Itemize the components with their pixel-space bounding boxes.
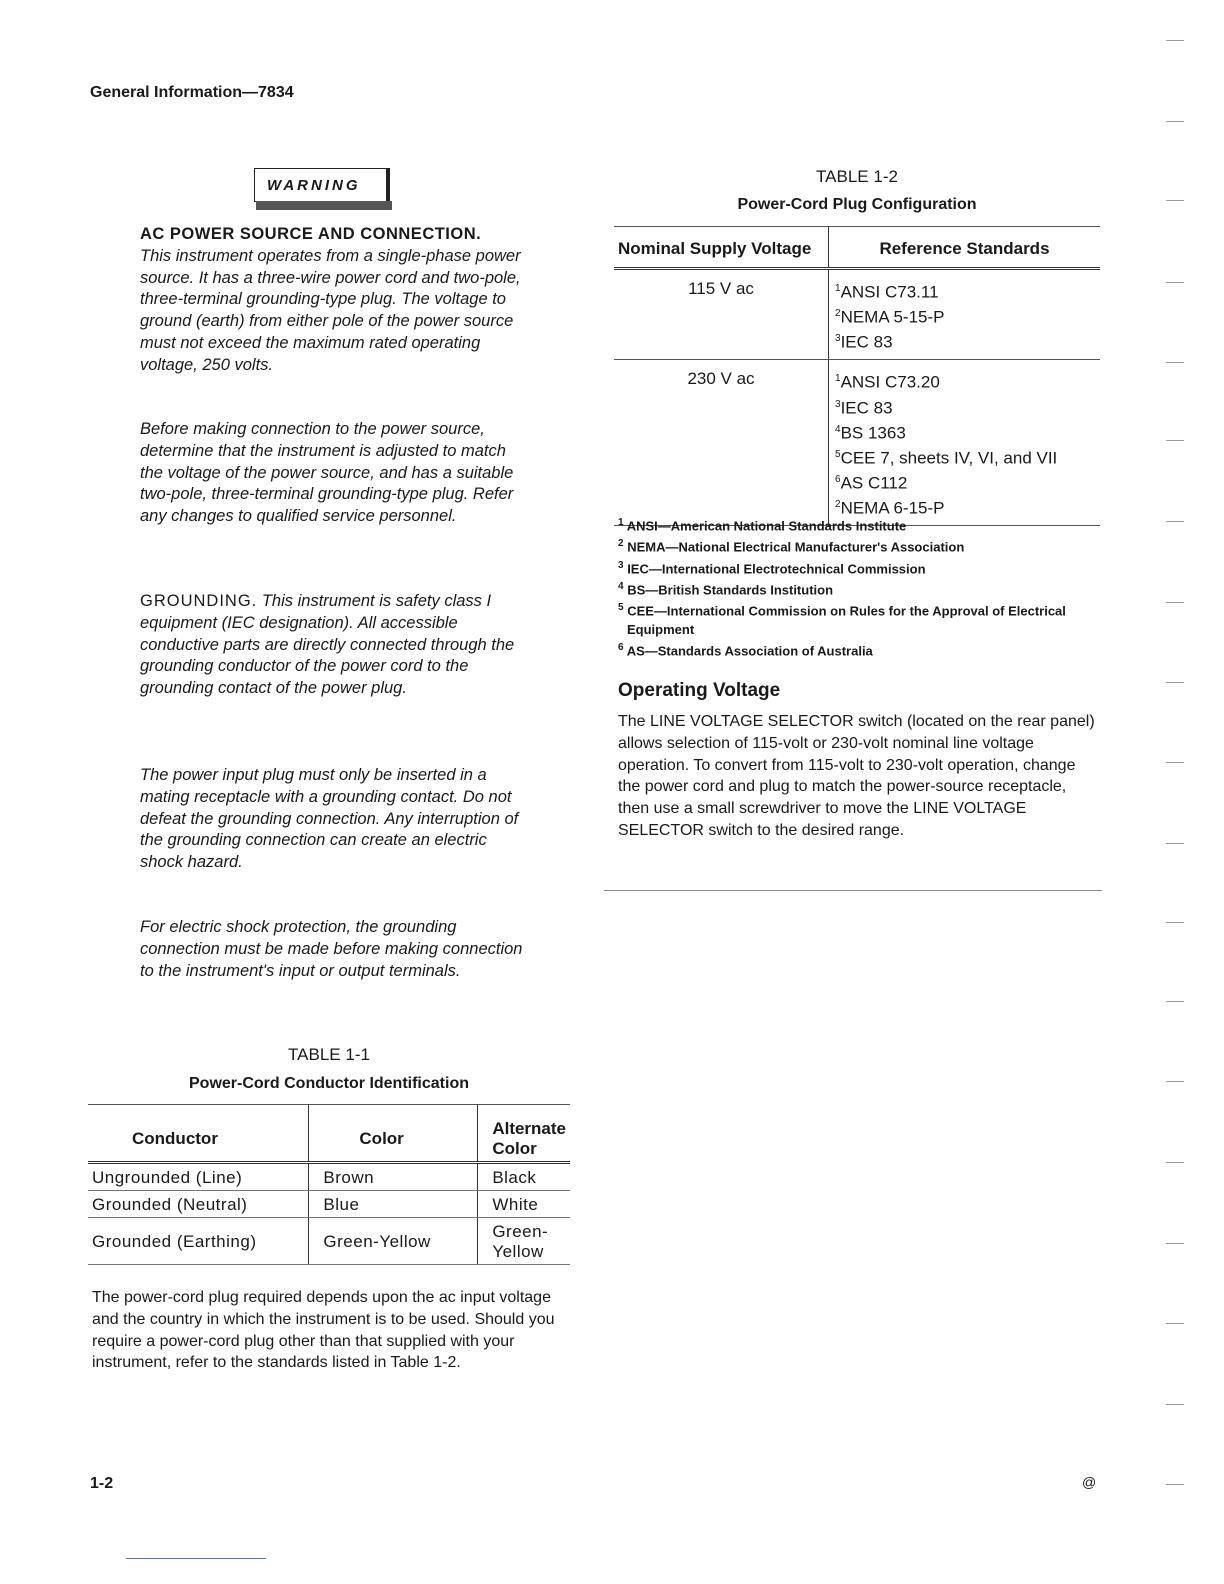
- table2-standards-cell: [829, 269, 1101, 360]
- margin-mark: [1166, 682, 1184, 683]
- warning-paragraph-shock-protection: For electric shock protection, the grounding connection must be made before making connection to the instrument's input or output terminals.: [140, 918, 523, 980]
- standard-item: [835, 368, 1094, 393]
- standard-footnote-ref: 2: [835, 499, 841, 511]
- table2-voltage-cell: 230 V ac: [614, 360, 829, 526]
- footnote: [618, 557, 1088, 578]
- standard-item: [835, 469, 1094, 494]
- footnote-text: NEMA—National Electrical Manufacturer's Association: [627, 539, 965, 555]
- footnote-text: ANSI—American National Standards Institute: [626, 518, 907, 534]
- standard-text: NEMA 5-15-P: [840, 307, 945, 327]
- standard-footnote-ref: 1: [835, 283, 841, 294]
- standard-item: [835, 278, 1094, 303]
- footnote-text: CEE—International Commission on Rules for the Approval of Electrical Equipment: [627, 603, 1066, 637]
- standard-footnote-ref: 6: [835, 474, 841, 486]
- standard-text: ANSI C73.11: [840, 282, 939, 302]
- margin-mark: [1166, 200, 1184, 201]
- standard-item: [835, 394, 1094, 419]
- margin-mark: [1166, 1404, 1184, 1405]
- footnote: [618, 599, 1088, 638]
- table2-title: TABLE 1-2: [816, 167, 898, 186]
- margin-mark: [1166, 1001, 1184, 1002]
- table-row: [614, 269, 1100, 360]
- table-row: [614, 360, 1100, 526]
- table1-conductor-identification: [88, 1104, 570, 1265]
- operating-voltage-body: The LINE VOLTAGE SELECTOR switch (located on the rear panel) allows selection of 115-volt or 230-volt nominal line voltage operation. To convert from 115-volt to 230-volt operation, change the power cord and plug to match the power-source receptacle, then use a small screwdriver to move the LINE VOLTAGE SELECTOR switch to the desired range.: [618, 713, 1095, 839]
- margin-mark: [1166, 602, 1184, 603]
- warning-lead-ac-power: AC POWER SOURCE AND CONNECTION.: [140, 225, 482, 243]
- footnote-number: 1: [618, 517, 624, 528]
- table1-cell: Grounded (Neutral): [88, 1191, 309, 1218]
- table2-voltage-cell: 115 V ac: [614, 269, 829, 360]
- page-number: 1-2: [90, 1475, 114, 1492]
- footnote: [618, 535, 1088, 556]
- margin-mark: [1166, 1484, 1184, 1485]
- table1-cell: Blue: [309, 1191, 478, 1218]
- standard-text: BS 1363: [840, 423, 906, 443]
- standard-footnote-ref: 5: [835, 448, 841, 460]
- standard-footnote-ref: 1: [835, 373, 841, 385]
- footnote-text: AS—Standards Association of Australia: [626, 642, 873, 658]
- margin-mark: [1166, 440, 1184, 441]
- margin-mark: [1166, 121, 1184, 122]
- standard-item: [835, 444, 1094, 469]
- margin-mark: [1166, 922, 1184, 923]
- standard-text: NEMA 6-15-P: [840, 498, 945, 518]
- table2-header-standards: Reference Standards: [829, 227, 1101, 269]
- page-header: General Information—7834: [90, 84, 294, 101]
- table1-cell: Green-Yellow: [478, 1218, 570, 1265]
- warning-body-ac-power: This instrument operates from a single-phase power source. It has a three-wire power cord and two-pole, three-terminal grounding-type plug. The voltage to ground (earth) from either pole of the power source must not exceed the maximum rated operating voltage, 250 volts.: [140, 246, 521, 374]
- table1-subtitle: Power-Cord Conductor Identification: [189, 1075, 469, 1092]
- table1-header-alternate-color: Alternate Color: [478, 1105, 570, 1163]
- bottom-accent-line: [126, 1558, 266, 1559]
- warning-paragraph-ac-power: [140, 224, 525, 377]
- table1-header-conductor: Conductor: [88, 1105, 309, 1163]
- footnote-text: IEC—International Electrotechnical Commission: [627, 560, 926, 576]
- table1-cell: Brown: [309, 1163, 478, 1191]
- margin-mark: [1166, 1323, 1184, 1324]
- warning-label: WARNING: [267, 176, 361, 194]
- margin-mark: [1166, 762, 1184, 763]
- standard-text: IEC 83: [840, 332, 893, 352]
- margin-mark: [1166, 1243, 1184, 1244]
- footnote-number: 6: [618, 641, 624, 653]
- warning-label-box: [254, 168, 390, 202]
- standard-item: [835, 303, 1094, 328]
- table2-standards-cell: [829, 360, 1101, 526]
- standard-footnote-ref: 2: [835, 308, 841, 320]
- warning-paragraph-power-plug: The power input plug must only be inserted in a mating receptacle with a grounding contact. Do not defeat the grounding connection. Any interruption of the grounding connection can create an electric shock hazard.: [140, 766, 519, 872]
- standard-text: ANSI C73.20: [840, 373, 940, 393]
- footnote: [618, 514, 1088, 535]
- footer-symbol: @: [1082, 1474, 1097, 1490]
- standard-text: IEC 83: [840, 398, 893, 418]
- operating-voltage-heading: Operating Voltage: [618, 680, 781, 701]
- table1-header-row: [88, 1105, 570, 1163]
- margin-mark: [1166, 362, 1184, 363]
- warning-body-grounding: This instrument is safety class I equipment (IEC designation). All accessible conductive parts are directly connected through the grounding conductor of the power cord to the grounding contact of the power plug.: [140, 592, 515, 698]
- margin-mark: [1166, 40, 1184, 41]
- footnote: [618, 639, 1088, 660]
- margin-mark: [1166, 1081, 1184, 1082]
- margin-mark: [1166, 282, 1184, 283]
- table2-subtitle: Power-Cord Plug Configuration: [737, 196, 977, 213]
- table2-plug-configuration: [614, 226, 1100, 526]
- standard-text: AS C112: [840, 473, 908, 493]
- table-row: [88, 1163, 570, 1191]
- table1-cell: Ungrounded (Line): [88, 1163, 309, 1191]
- footnotes: [618, 514, 1088, 660]
- table1-cell: White: [478, 1191, 570, 1218]
- footnote-number: 4: [618, 580, 624, 592]
- footnote-text: BS—British Standards Institution: [627, 582, 834, 598]
- footnote: [618, 578, 1088, 599]
- footnote-number: 5: [618, 602, 624, 614]
- table1-title: TABLE 1-1: [288, 1045, 370, 1064]
- table1-header-color: Color: [309, 1105, 478, 1163]
- footnote-number: 3: [618, 559, 624, 571]
- margin-mark: [1166, 521, 1184, 522]
- body-paragraph-plug-requirement: The power-cord plug required depends upon the ac input voltage and the country in which the instrument is to be used. Should you require a power-cord plug other than that supplied with your instrument, refer to the standards listed in Table 1-2.: [92, 1289, 555, 1372]
- warning-lead-grounding: GROUNDING.: [140, 592, 258, 610]
- standard-footnote-ref: 3: [835, 333, 841, 345]
- standard-item: [835, 419, 1094, 444]
- margin-mark: [1166, 843, 1184, 844]
- footnote-number: 2: [618, 538, 624, 550]
- standard-text: CEE 7, sheets IV, VI, and VII: [840, 448, 1058, 468]
- standard-item: [835, 328, 1094, 353]
- table1-cell: Black: [478, 1163, 570, 1191]
- table-row: [88, 1218, 570, 1265]
- table1-cell: Green-Yellow: [309, 1218, 478, 1265]
- table2-header-voltage: Nominal Supply Voltage: [614, 227, 829, 269]
- table-row: [88, 1191, 570, 1218]
- standard-footnote-ref: 3: [835, 398, 841, 410]
- table2-header-row: [614, 227, 1100, 269]
- margin-mark: [1166, 1162, 1184, 1163]
- warning-paragraph-grounding: [140, 591, 525, 700]
- standard-footnote-ref: 4: [835, 423, 841, 435]
- table1-cell: Grounded (Earthing): [88, 1218, 309, 1265]
- warning-paragraph-before-connection: Before making connection to the power source, determine that the instrument is adjusted to match the voltage of the power source, and has a suitable two-pole, three-terminal grounding-type plug. Refer any changes to qualified service personnel.: [140, 420, 514, 526]
- section-divider: [604, 890, 1102, 891]
- warning-label-shadow: [256, 201, 392, 210]
